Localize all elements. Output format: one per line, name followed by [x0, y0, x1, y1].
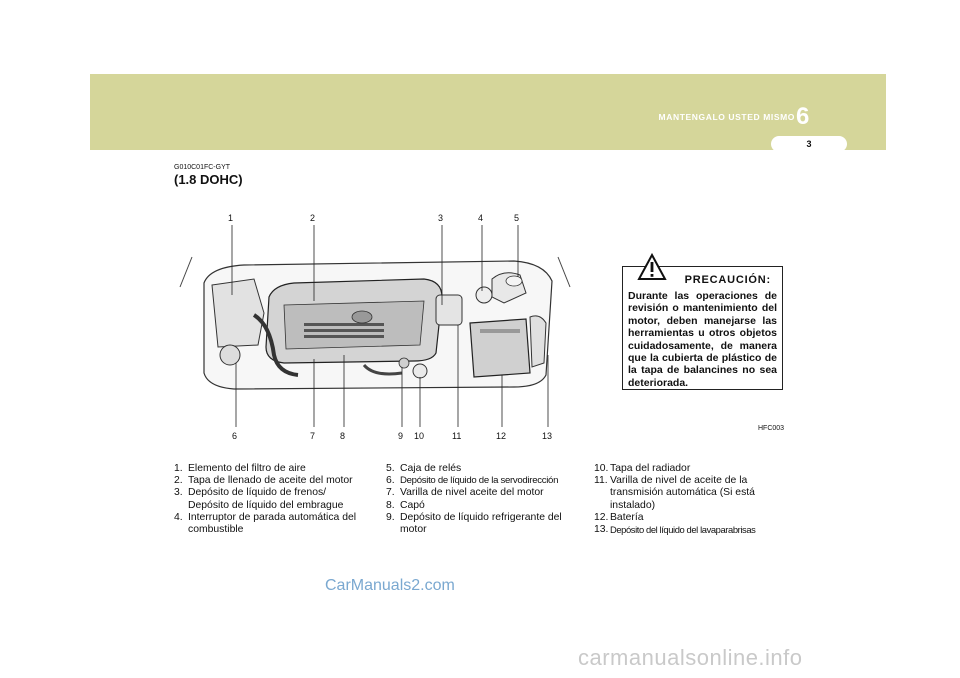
list-item: 7. Varilla de nivel aceite del motor — [386, 487, 544, 499]
callout-12: 12 — [496, 431, 507, 441]
engine-bay-illustration — [174, 205, 574, 445]
parts-list-column-2 — [386, 463, 578, 536]
page-number: 3 — [771, 136, 847, 152]
caution-text: Durante las operaciones de revisión o mantenimiento del motor, deben manejarse las herramientas u otros objetos cuidadosamente, de manera que la cubierta de plástico de la tapa de balancines no sea deteriorada. — [628, 290, 777, 389]
callout-13: 13 — [542, 431, 553, 441]
list-item: 1. Elemento del filtro de aire — [174, 463, 306, 474]
list-item: 13. Depósito del líquido del lavaparabrisas — [594, 524, 756, 536]
parts-list-column-1 — [174, 463, 364, 536]
list-item: 3. Depósito de líquido de frenos/ Depósito de líquido del embrague — [174, 487, 344, 511]
list-item: 9. Depósito de líquido refrigerante del motor — [386, 511, 562, 536]
caution-box — [622, 266, 783, 390]
caution-title: PRECAUCIÓN: — [684, 274, 771, 286]
callout-4: 4 — [478, 213, 484, 223]
chapter-number: 6 — [796, 103, 810, 130]
callout-8: 8 — [340, 431, 346, 441]
section-title: MANTENGALO USTED MISMO — [658, 112, 795, 122]
watermark-footer: carmanualsonline.info — [578, 645, 803, 670]
callout-1: 1 — [228, 213, 234, 223]
callout-2: 2 — [310, 213, 316, 223]
parts-list-column-3 — [594, 463, 786, 536]
list-item: 6. Depósito de líquido de la servodirección — [386, 475, 559, 487]
page-title: (1.8 DOHC) — [174, 172, 243, 187]
callout-10: 10 — [414, 431, 425, 441]
callout-11: 11 — [452, 431, 462, 441]
callout-5: 5 — [514, 213, 520, 223]
list-item: 4. Interruptor de parada automática del combustible — [174, 511, 357, 536]
list-item: 2. Tapa de llenado de aceite del motor — [174, 475, 353, 487]
list-item: 5. Caja de relés — [386, 463, 462, 474]
reference-code: G010C01FC-GYT — [174, 164, 231, 171]
list-item: 12. Batería — [594, 511, 644, 523]
list-item: 11. Varilla de nivel de aceite de la transmisión automática (Si está instalado) — [594, 475, 755, 511]
callout-7: 7 — [310, 431, 316, 441]
list-item: 10. Tapa del radiador — [594, 463, 691, 474]
watermark-link[interactable]: CarManuals2.com — [325, 577, 455, 594]
callout-9: 9 — [398, 431, 404, 441]
callout-6: 6 — [232, 431, 238, 441]
warning-triangle-icon — [637, 253, 667, 281]
list-item: 8. Capó — [386, 499, 425, 511]
figure-code: HFC003 — [758, 425, 785, 432]
callout-3: 3 — [438, 213, 444, 223]
